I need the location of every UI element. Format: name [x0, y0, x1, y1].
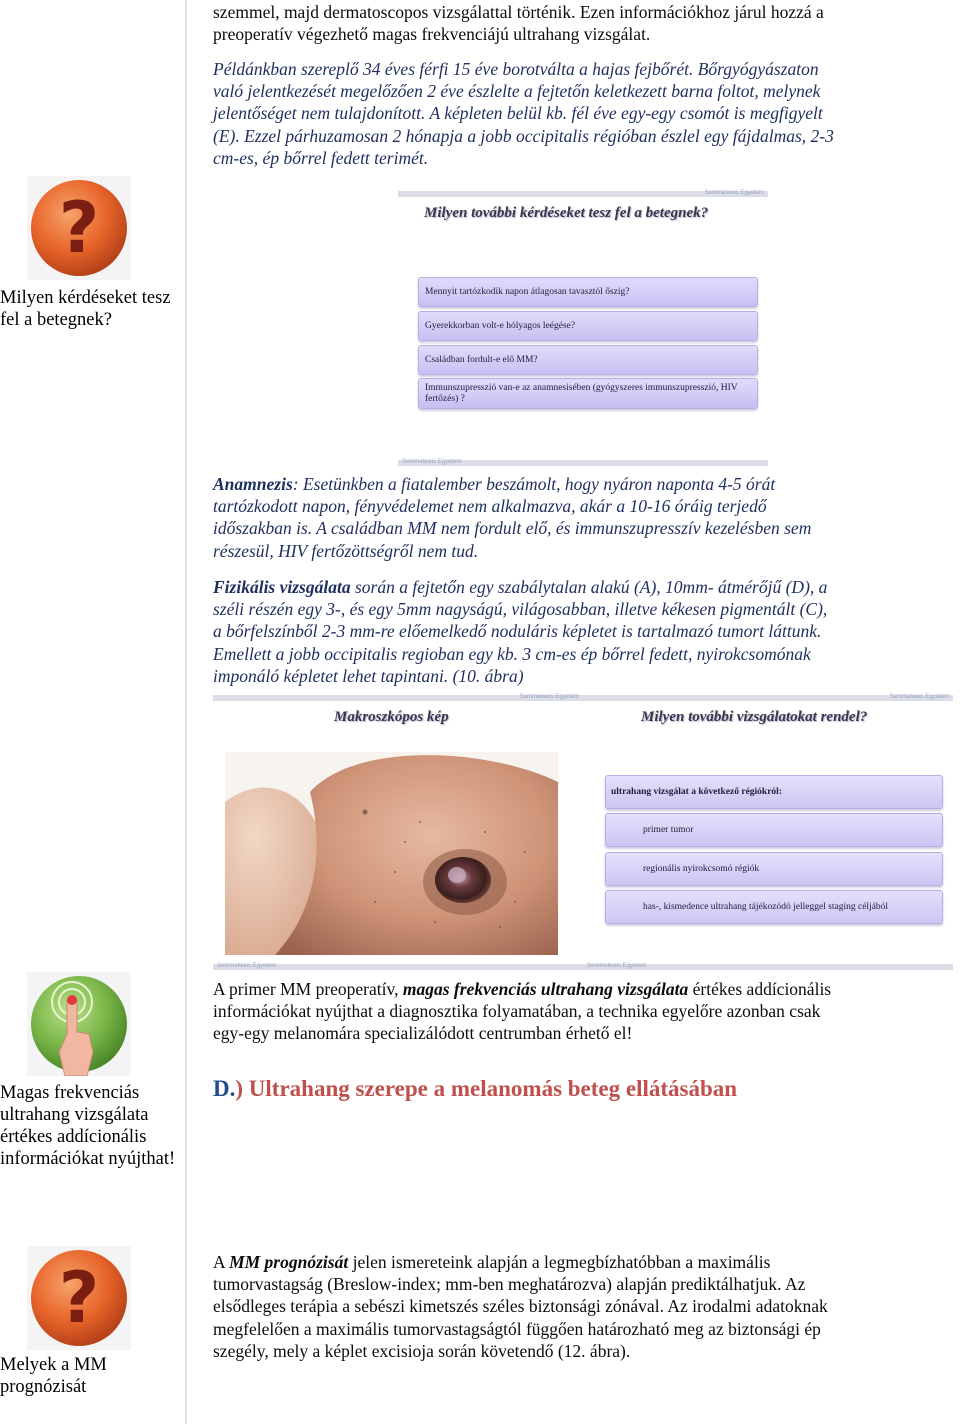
slide-header-strip [398, 191, 768, 197]
primer-paragraph [213, 978, 953, 1045]
case-line: Példánkban szereplő 34 éves férfi 15 éve borotválta a hajas fejbőrét. Bőrgyógyászaton [213, 59, 819, 79]
slide-watermark: Semmelweis Egyetem [889, 694, 949, 700]
primer-line: egy-egy melanomára specializálódott centrumban érhető el! [213, 1023, 633, 1044]
prognozis-text: A [213, 1252, 230, 1272]
primer-text: A primer MM preoperatív, [213, 979, 403, 999]
primer-text: értékes addícionális [688, 979, 832, 999]
prognozis-line: megfelelően a maximális tumorvastagságtól függően határozható meg az biztonsági ép [213, 1318, 821, 1339]
slide-footer-strip [398, 460, 768, 466]
section-heading [213, 1076, 737, 1102]
fizikalis-line: során a fejtetőn egy szabálytalan alakú (A), 10mm- átmérőjű (D), a [350, 577, 828, 597]
question-text: Családban fordult-e elő MM? [425, 354, 538, 365]
slide-footer-strip [213, 964, 583, 970]
anamnezis-label: Anamnezis [213, 474, 293, 494]
exam-box [605, 852, 943, 886]
anamnezis-line: : Esetünkben a fiatalember beszámolt, hogy nyáron naponta 4-5 órát [292, 474, 776, 494]
fizikalis-label: Fizikális vizsgálata [213, 577, 351, 597]
sidebar-label-ultrasound: Magas frekvenciás ultrahang vizsgálata értékes addícionális információkat nyújthat! [0, 1083, 176, 1169]
question-text: Mennyit tartózkodik napon átlagosan tavasztól őszig? [425, 286, 630, 297]
exam-item-text: has-, kismedence ultrahang tájékozódó jelleggel staging céljából [643, 902, 889, 912]
case-line: jelentőséget nem tulajdonított. A képleten belül kb. fél éve egy-egy csomót is megfigyelt [213, 103, 823, 124]
primer-line: információkat nyújthat a diagnosztika folyamatában, a technika egyelőre azonban csak [213, 1001, 821, 1022]
exam-item-text: regionális nyirokcsomó régiók [643, 864, 760, 874]
intro-line: szemmel, majd dermatoscopos vizsgálattal történik. Ezen információkhoz járul hozzá a [213, 2, 824, 22]
primer-emphasis: magas frekvenciás ultrahang vizsgálata [402, 979, 689, 999]
intro-line: preoperatív végezhető magas frekvenciájú ultrahang vizsgálat. [213, 24, 651, 45]
slide-title: Milyen további kérdéseket tesz fel a betegnek? [424, 205, 709, 221]
question-mark-icon [27, 176, 131, 280]
question-mark-glyph: ? [58, 187, 100, 269]
prognozis-emphasis: MM prognózisát [229, 1252, 349, 1272]
prognozis-line: elsődleges terápia a sebészi kimetszés széles biztonsági zónával. Az irodalmi adatoknak [213, 1296, 828, 1317]
anamnezis-line: részesül, HIV fertőzöttségről nem tud. [213, 540, 479, 561]
slide-watermark: Semmelweis Egyetem [217, 963, 277, 969]
question-text: Gyerekkorban volt-e hólyagos leégése? [425, 320, 576, 331]
fizikalis-line: széli részén egy 3-, és egy 5mm nagyságú, világosabban, illetve kékesen pigmentált (C), [213, 599, 828, 620]
question-mark-icon [27, 1246, 131, 1350]
case-line: való jelentkezését megelőzően 2 éve észlelte a fejtetőn keletkezett barna foltot, melynek [213, 81, 821, 102]
question-box [418, 311, 758, 341]
case-line: (E). Ezzel párhuzamosan 2 hónapja a jobb occipitalis régióban észlel egy fájdalmas, 2-3 [213, 125, 834, 146]
slide-watermark: Semmelweis Egyetem [704, 190, 764, 196]
column-divider [185, 0, 187, 1424]
question-box [418, 378, 758, 409]
sidebar-label-questions: Milyen kérdéseket tesz fel a betegnek? [0, 288, 171, 330]
touch-hand-icon [27, 972, 131, 1076]
clinical-photo [225, 752, 558, 955]
anamnezis-paragraph [213, 473, 953, 562]
slide-title-right: Milyen további vizsgálatokat rendel? [641, 709, 868, 725]
question-mark-glyph: ? [58, 1257, 100, 1339]
prognozis-line: szegély, mely a képlet excisioja során követendő (12. ábra). [213, 1340, 631, 1361]
fizikalis-paragraph [213, 576, 953, 687]
exam-item-text: ultrahang vizsgálat a következő régiókról: [611, 787, 782, 797]
anamnezis-line: tartózkodott napon, fényvédelemet nem alkalmazva, akár a 10-16 óráig terjedő [213, 496, 767, 517]
slide-watermark: Semmelweis Egyetem [402, 459, 462, 465]
fizikalis-line: imponáló képletet lehet tapintani. (10. ábra) [213, 665, 524, 686]
fizikalis-line: a bőrfelszínből 2-3 mm-re előemelkedő noduláris képletet is tartalmazó tumort láttunk. [213, 621, 822, 642]
prognozis-line: tumorvastagság (Breslow-index; mm-ben meghatározva) alapján prediktálhatjuk. Az [213, 1274, 806, 1295]
sidebar-label-prognosis: Melyek a MM prognózisát [0, 1355, 107, 1397]
exam-box [605, 813, 943, 847]
exam-item-text: primer tumor [643, 825, 694, 835]
question-box [418, 345, 758, 375]
slide-header-strip [583, 695, 953, 701]
slide-title-left: Makroszkópos kép [334, 709, 449, 725]
section-heading-prefix: D. [213, 1076, 236, 1101]
slide-watermark: Semmelweis Egyetem [587, 963, 647, 969]
anamnezis-line: időszakban is. A családban MM nem fordult elő, és immunszupresszív kezelésben sem [213, 518, 812, 539]
case-line: cm-es, ép bőrrel fedett terimét. [213, 147, 429, 168]
slide-footer-strip [583, 964, 953, 970]
question-box [418, 277, 758, 307]
question-text: Immunszupresszió van-e az anamnesisében (gyógyszeres immunszupresszió, HIV fertőzés) ? [425, 382, 738, 404]
prognozis-paragraph [213, 1251, 953, 1362]
fizikalis-line: Emellett a jobb occipitalis regioban egy kb. 3 cm-es ép bőrrel fedett, nyirokcsomónak [213, 643, 811, 664]
slide-watermark: Semmelweis Egyetem [519, 694, 579, 700]
case-description [213, 58, 953, 169]
prognozis-text: jelen ismereteink alapján a legmegbízhatóbban a maximális [348, 1252, 771, 1272]
slide-header-strip [213, 695, 583, 701]
exam-box-header [605, 775, 943, 809]
exam-box [605, 890, 943, 924]
section-heading-text: ) Ultrahang szerepe a melanomás beteg ellátásában [235, 1076, 738, 1101]
intro-text [213, 1, 953, 45]
